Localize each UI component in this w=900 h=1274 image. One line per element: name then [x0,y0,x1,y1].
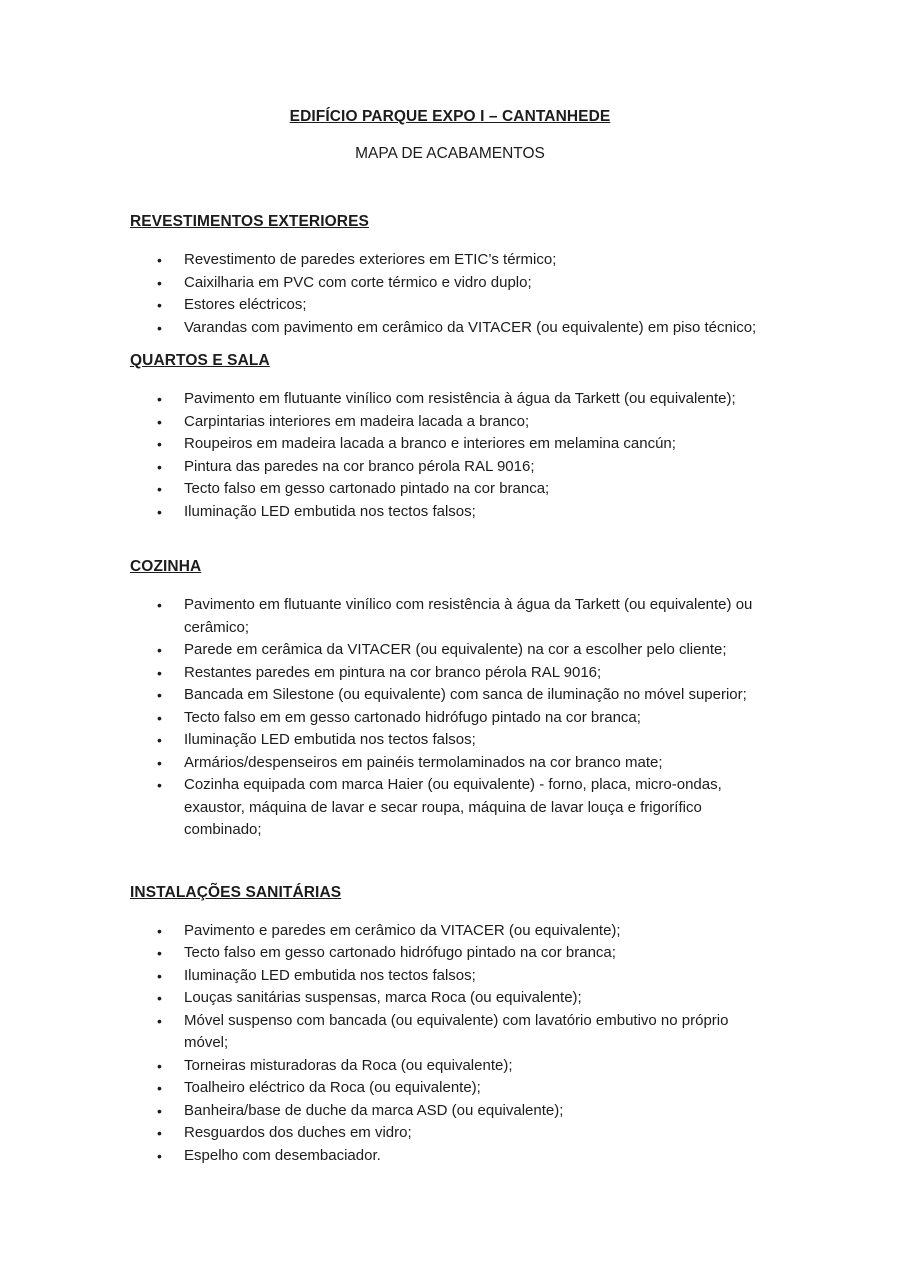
document-section [130,211,770,339]
list-item: • Bancada em Silestone (ou equivalente) com sanca de iluminação no móvel superior; [184,684,770,707]
document-sections [130,211,770,1167]
bullet-list [130,920,770,1168]
document-section [130,350,770,523]
list-item: • Pintura das paredes na cor branco pérola RAL 9016; [184,456,770,479]
list-item: • Carpintarias interiores em madeira lacada a branco; [184,411,770,434]
list-item: • Pavimento em flutuante vinílico com resistência à água da Tarkett (ou equivalente) ou cerâmico; [184,594,770,639]
list-item: • Toalheiro eléctrico da Roca (ou equivalente); [184,1077,770,1100]
list-item: • Roupeiros em madeira lacada a branco e interiores em melamina cancún; [184,433,770,456]
document-section [130,556,770,842]
bullet-list [130,388,770,523]
list-item: • Pavimento em flutuante vinílico com resistência à água da Tarkett (ou equivalente); [184,388,770,411]
list-item: • Resguardos dos duches em vidro; [184,1122,770,1145]
list-item: • Iluminação LED embutida nos tectos falsos; [184,965,770,988]
list-item: • Restantes paredes em pintura na cor branco pérola RAL 9016; [184,662,770,685]
list-item: • Tecto falso em gesso cartonado hidrófugo pintado na cor branca; [184,942,770,965]
list-item: • Iluminação LED embutida nos tectos falsos; [184,501,770,524]
section-heading: REVESTIMENTOS EXTERIORES [130,213,369,230]
list-item: • Armários/despenseiros em painéis termolaminados na cor branco mate; [184,752,770,775]
list-item: • Revestimento de paredes exteriores em ETIC’s térmico; [184,249,770,272]
section-heading: COZINHA [130,558,202,575]
list-item: • Caixilharia em PVC com corte térmico e vidro duplo; [184,272,770,295]
bullet-list [130,249,770,339]
list-item: • Tecto falso em em gesso cartonado hidrófugo pintado na cor branca; [184,707,770,730]
list-item: • Louças sanitárias suspensas, marca Roca (ou equivalente); [184,987,770,1010]
list-item: • Estores eléctricos; [184,294,770,317]
list-item: • Banheira/base de duche da marca ASD (ou equivalente); [184,1100,770,1123]
list-item: • Espelho com desembaciador. [184,1145,770,1168]
section-heading: QUARTOS E SALA [130,352,270,369]
document-section [130,882,770,1168]
list-item: • Móvel suspenso com bancada (ou equivalente) com lavatório embutivo no próprio móvel; [184,1010,770,1055]
bullet-list [130,594,770,842]
list-item: • Pavimento e paredes em cerâmico da VITACER (ou equivalente); [184,920,770,943]
document-subtitle: MAPA DE ACABAMENTOS [355,145,545,162]
section-heading: INSTALAÇÕES SANITÁRIAS [130,883,342,901]
list-item: • Varandas com pavimento em cerâmico da VITACER (ou equivalente) em piso técnico; [184,317,770,340]
list-item: • Parede em cerâmica da VITACER (ou equivalente) na cor a escolher pelo cliente; [184,639,770,662]
list-item: • Iluminação LED embutida nos tectos falsos; [184,729,770,752]
list-item: • Torneiras misturadoras da Roca (ou equivalente); [184,1055,770,1078]
list-item: • Cozinha equipada com marca Haier (ou equivalente) - forno, placa, micro-ondas, exaustor, máquina de lavar e secar roupa, máquina de lavar louça e frigorífico combinado; [184,774,770,842]
document-title: EDIFÍCIO PARQUE EXPO I – CANTANHEDE [289,108,611,125]
list-item: • Tecto falso em gesso cartonado pintado na cor branca; [184,478,770,501]
